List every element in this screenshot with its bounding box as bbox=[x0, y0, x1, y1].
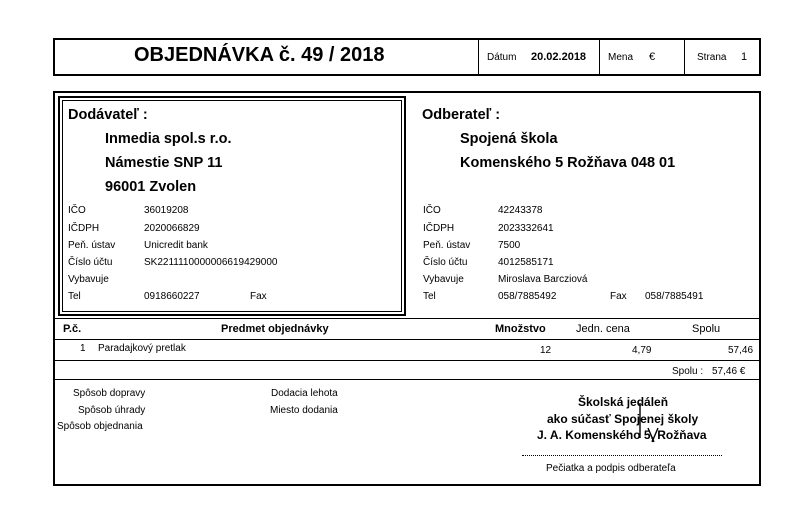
customer-fax-value: 058/7885491 bbox=[645, 291, 704, 302]
supplier-field-label: Číslo účtu bbox=[68, 257, 113, 268]
supplier-street: Námestie SNP 11 bbox=[105, 155, 223, 171]
stamp-line-1: Školská jedáleň bbox=[578, 395, 669, 409]
supplier-field-label: Peň. ústav bbox=[68, 240, 116, 251]
table-row-total: 57,46 bbox=[728, 345, 754, 356]
customer-name: Spojená škola bbox=[460, 131, 558, 147]
customer-heading: Odberateľ : bbox=[422, 107, 501, 123]
customer-field-value: 7500 bbox=[498, 240, 521, 251]
order-method-label: Spôsob objednania bbox=[57, 421, 143, 432]
currency-value: € bbox=[649, 51, 656, 63]
customer-field-label: IČO bbox=[423, 205, 441, 216]
signature-mark bbox=[630, 398, 670, 448]
supplier-heading: Dodávateľ : bbox=[68, 107, 148, 123]
supplier-field-value: 0918660227 bbox=[144, 291, 200, 302]
signature-dotted-line bbox=[522, 455, 722, 456]
header-divider-1 bbox=[478, 40, 479, 74]
header-divider-2 bbox=[599, 40, 600, 74]
customer-field-label: Tel bbox=[423, 291, 436, 302]
stamp-line-3: J. A. Komenského 5, Rožňava bbox=[537, 428, 707, 442]
payment-label: Spôsob úhrady bbox=[78, 405, 146, 416]
col-header-qty: Množstvo bbox=[495, 323, 546, 335]
supplier-field-label: IČO bbox=[68, 205, 86, 216]
customer-field-label: IČDPH bbox=[423, 223, 455, 234]
customer-field-value: 058/7885492 bbox=[498, 291, 557, 302]
customer-field-value: 4012585171 bbox=[498, 257, 554, 268]
supplier-field-value: 36019208 bbox=[144, 205, 189, 216]
date-label: Dátum bbox=[487, 52, 517, 63]
table-top-rule bbox=[54, 318, 760, 319]
currency-label: Mena bbox=[608, 52, 634, 63]
signature-label: Pečiatka a podpis odberateľa bbox=[546, 463, 676, 474]
customer-field-label: Peň. ústav bbox=[423, 240, 471, 251]
header-divider-3 bbox=[684, 40, 685, 74]
col-header-total: Spolu bbox=[692, 323, 721, 335]
customer-street: Komenského 5 Rožňava 048 01 bbox=[460, 155, 676, 171]
customer-field-label: Vybavuje bbox=[423, 274, 464, 285]
customer-fax-label: Fax bbox=[610, 291, 627, 302]
total-rule bbox=[54, 379, 760, 380]
table-row-unit-price: 4,79 bbox=[632, 345, 652, 356]
customer-field-label: Číslo účtu bbox=[423, 257, 468, 268]
supplier-field-label: Vybavuje bbox=[68, 274, 109, 285]
date-value: 20.02.2018 bbox=[531, 51, 587, 63]
table-header-rule bbox=[54, 339, 760, 340]
col-header-item: Predmet objednávky bbox=[221, 323, 329, 335]
supplier-field-label: IČDPH bbox=[68, 223, 100, 234]
table-row-qty: 12 bbox=[540, 345, 552, 356]
order-title: OBJEDNÁVKA č. 49 / 2018 bbox=[134, 44, 385, 66]
col-header-no: P.č. bbox=[63, 323, 82, 335]
table-bottom-rule bbox=[54, 360, 760, 361]
transport-label: Spôsob dopravy bbox=[73, 388, 146, 399]
page-label: Strana bbox=[697, 52, 727, 63]
customer-field-value: 42243378 bbox=[498, 205, 543, 216]
supplier-field-value: Unicredit bank bbox=[144, 240, 208, 251]
delivery-place-label: Miesto dodania bbox=[270, 405, 338, 416]
stamp-line-2: ako súčasť Spojenej školy bbox=[547, 412, 699, 426]
delivery-deadline-label: Dodacia lehota bbox=[271, 388, 338, 399]
supplier-name: Inmedia spol.s r.o. bbox=[105, 131, 232, 147]
supplier-city: 96001 Zvolen bbox=[105, 179, 197, 195]
table-total-label: Spolu : bbox=[672, 366, 704, 377]
supplier-fax-label: Fax bbox=[250, 291, 267, 302]
table-total-value: 57,46 € bbox=[712, 366, 746, 377]
supplier-field-value: SK2211110000006619429000 bbox=[144, 257, 278, 268]
customer-field-value: 2023332641 bbox=[498, 223, 554, 234]
supplier-field-value: 2020066829 bbox=[144, 223, 200, 234]
table-row-no: 1 bbox=[80, 343, 86, 354]
page-value: 1 bbox=[741, 51, 748, 63]
col-header-unit-price: Jedn. cena bbox=[576, 323, 630, 335]
supplier-field-label: Tel bbox=[68, 291, 81, 302]
table-row-item: Paradajkový pretlak bbox=[98, 343, 186, 354]
customer-field-value: Miroslava Barcziová bbox=[498, 274, 588, 285]
